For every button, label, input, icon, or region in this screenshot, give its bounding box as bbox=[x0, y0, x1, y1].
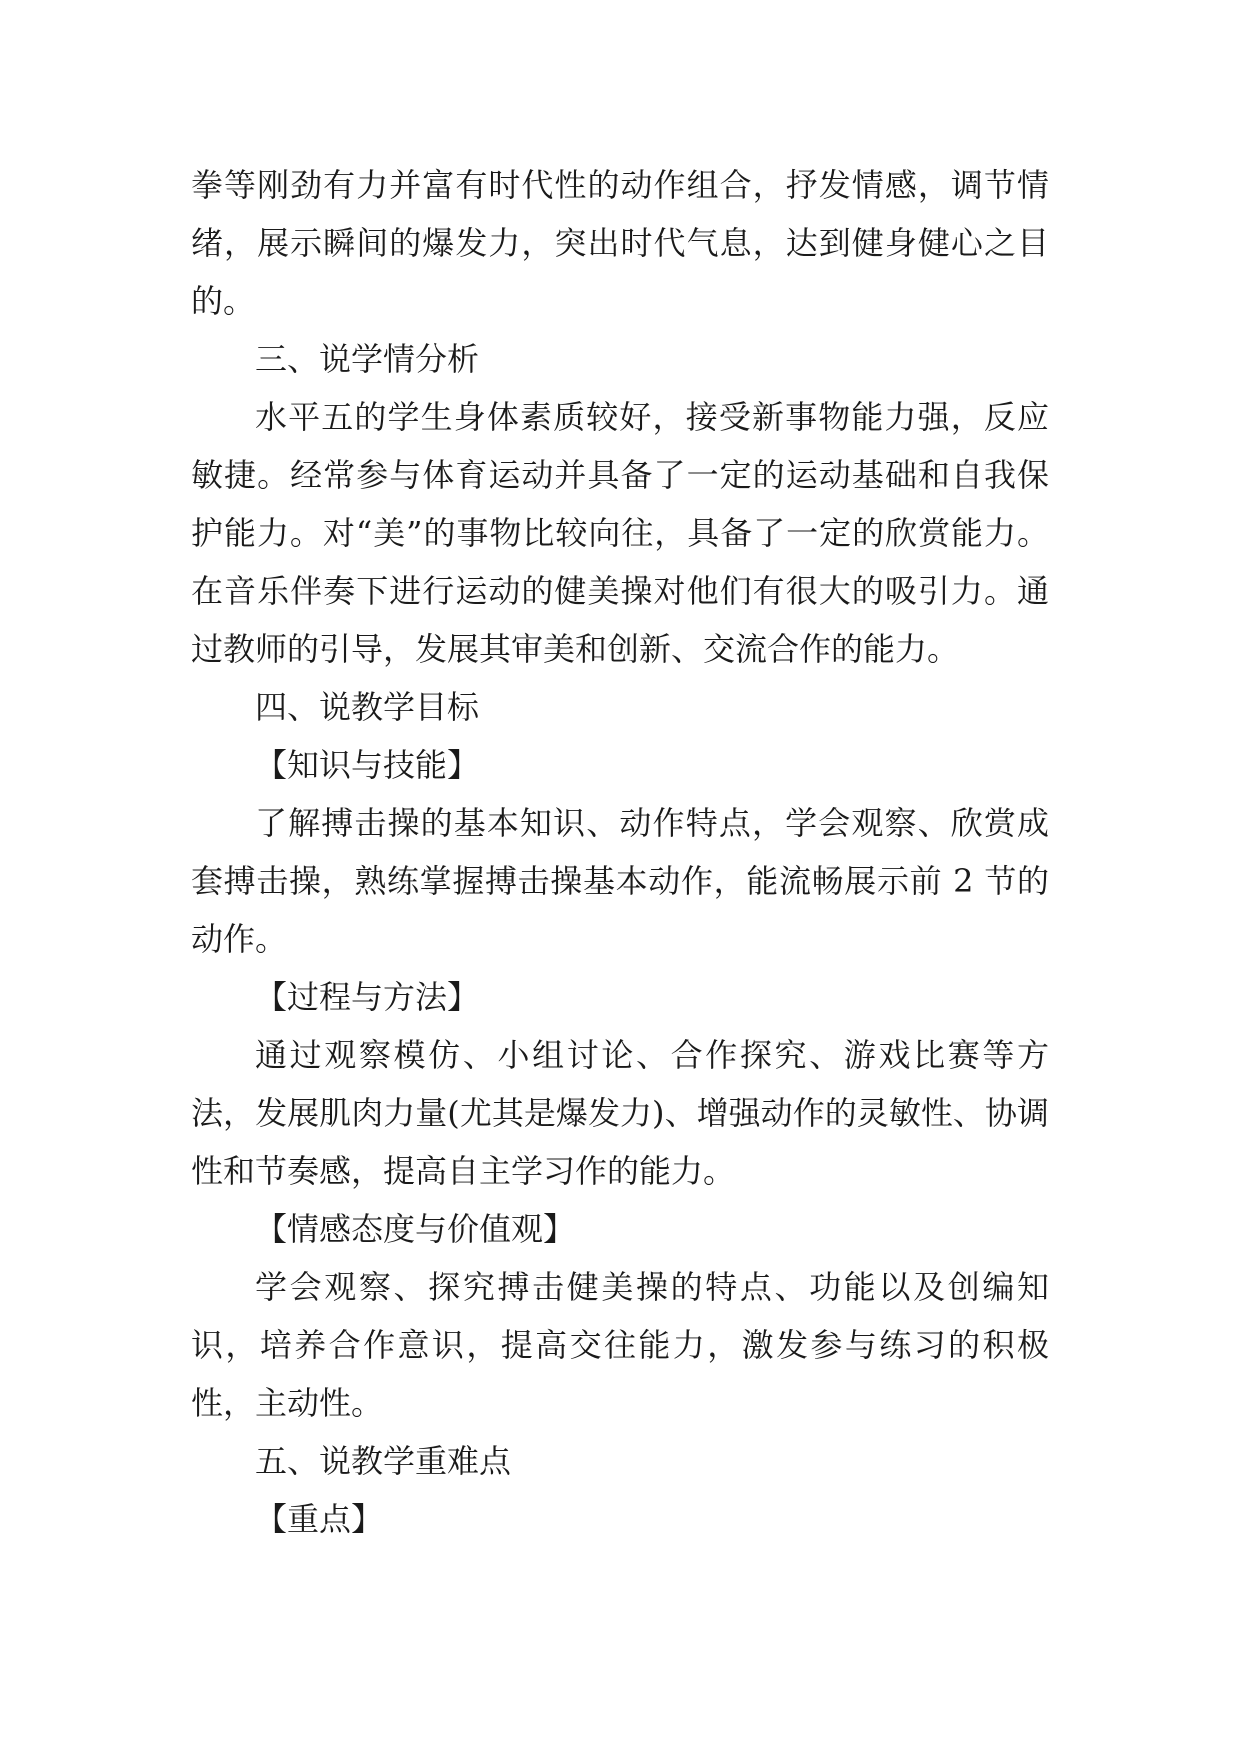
subheading-emotion-values: 【情感态度与价值观】 bbox=[255, 1210, 576, 1248]
section-heading-key-difficult-points: 五、说教学重难点 bbox=[255, 1442, 512, 1480]
paragraph-knowledge-skills: 了解搏击操的基本知识、动作特点，学会观察、欣赏成套搏击操，熟练掌握搏击操基本动作，能流畅展示前 2 节的动作。 bbox=[191, 804, 1049, 958]
subheading-process-methods: 【过程与方法】 bbox=[255, 978, 480, 1016]
subheading-key-points: 【重点】 bbox=[255, 1500, 384, 1538]
paragraph-learner-analysis: 水平五的学生身体素质较好，接受新事物能力强，反应敏捷。经常参与体育运动并具备了一定的运动基础和自我保护能力。对“美”的事物比较向往，具备了一定的欣赏能力。在音乐伴奏下进行运动的健美操对他们有很大的吸引力。通过教师的引导，发展其审美和创新、交流合作的能力。 bbox=[191, 398, 1049, 668]
section-heading-learner-analysis: 三、说学情分析 bbox=[255, 340, 480, 378]
document-body bbox=[191, 156, 1049, 1548]
paragraph-process-methods: 通过观察模仿、小组讨论、合作探究、游戏比赛等方法，发展肌肉力量(尤其是爆发力)、增强动作的灵敏性、协调性和节奏感，提高自主学习作的能力。 bbox=[191, 1036, 1049, 1190]
paragraph-emotion-values: 学会观察、探究搏击健美操的特点、功能以及创编知识，培养合作意识，提高交往能力，激发参与练习的积极性，主动性。 bbox=[191, 1268, 1049, 1422]
section-heading-teaching-objectives: 四、说教学目标 bbox=[255, 688, 480, 726]
paragraph-continuation: 拳等刚劲有力并富有时代性的动作组合，抒发情感，调节情绪，展示瞬间的爆发力，突出时代气息，达到健身健心之目的。 bbox=[191, 166, 1049, 320]
subheading-knowledge-skills: 【知识与技能】 bbox=[255, 746, 480, 784]
